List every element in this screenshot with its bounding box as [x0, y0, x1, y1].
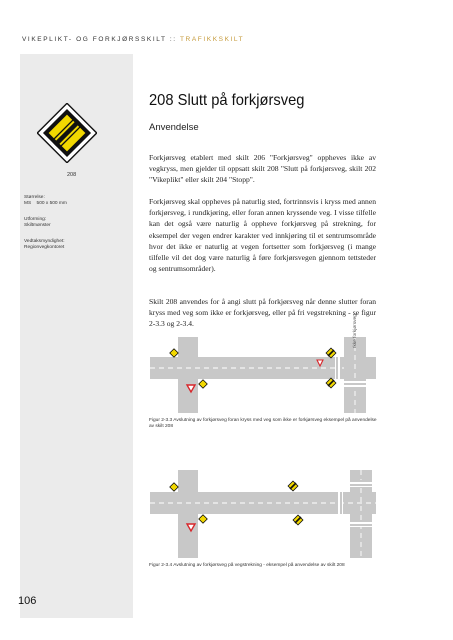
road-label: Ikke forkjørsveg	[353, 314, 358, 348]
design-label: Utforming:	[24, 217, 47, 222]
figure-2-3-3	[150, 337, 376, 413]
authority-info	[24, 239, 65, 251]
paragraph: Forkjørsveg skal oppheves på naturlig sted, fortrinnsvis i kryss med annen forkjørsveg, i rundkjøring, eller foran annen kryssende veg. I visse tilfelle kan det også være naturlig å oppheve forkjørsveg på strekning, for eksempel der vegen endrer karakter ved innkjøring til et sentrumsområde hvor det ikke er naturlig at vegen fortsetter som forkjørsveg (i mange tilfelle vil det dog være naturlig å føre forkjørsvegen gjennom tettsteder og sentrumsområder).	[149, 197, 376, 274]
page-title: 208 Slutt på forkjørsveg	[149, 92, 305, 109]
size-label: Størrelse:	[24, 195, 45, 200]
authority-label: Vedtaksmyndighet:	[24, 239, 65, 244]
section-subtitle: Anvendelse	[149, 122, 199, 133]
paragraph: Forkjørsveg etablert med skilt 206 "Forkjørsveg" oppheves ikke av vegkryss, men gjelder til oppsatt skilt 208 "Slutt på forkjørsveg, skilt 202 "Vikeplikt" eller skilt 204 "Stopp".	[149, 153, 376, 185]
figure-caption: Figur 2-3.3 Avslutning av forkjørsveg foran kryss med veg som ikke er forkjørsveg eksempel på anvendelse av skilt 208	[149, 418, 377, 430]
design-info	[24, 217, 51, 229]
end-of-priority-road-sign-icon	[37, 103, 97, 163]
header-category: TRAFIKKSKILT	[179, 36, 245, 43]
figure-caption: Figur 2-3.4 Avslutning av forkjørsveg på vegstrekning - eksempel på anvendelse av skilt 208	[149, 563, 345, 568]
header-section: VIKEPLIKT- OG FORKJØRSSKILT ::	[22, 36, 177, 43]
sign-number: 208	[67, 172, 77, 178]
size-value: MS 500 x 500 mm	[24, 201, 67, 207]
design-value: Skiltmønster	[24, 223, 51, 229]
paragraph: Skilt 208 anvendes for å angi slutt på forkjørsveg når denne slutter foran kryss med veg som ikke er forkjørsveg, eller på fri vegstrekning - se figur 2-3.3 og 2-3.4.	[149, 297, 376, 329]
figure-2-3-4	[150, 470, 376, 558]
authority-value: Regionvegkontoret	[24, 245, 65, 251]
page-header	[22, 36, 244, 43]
size-info	[24, 195, 67, 207]
page-number: 106	[18, 595, 37, 607]
